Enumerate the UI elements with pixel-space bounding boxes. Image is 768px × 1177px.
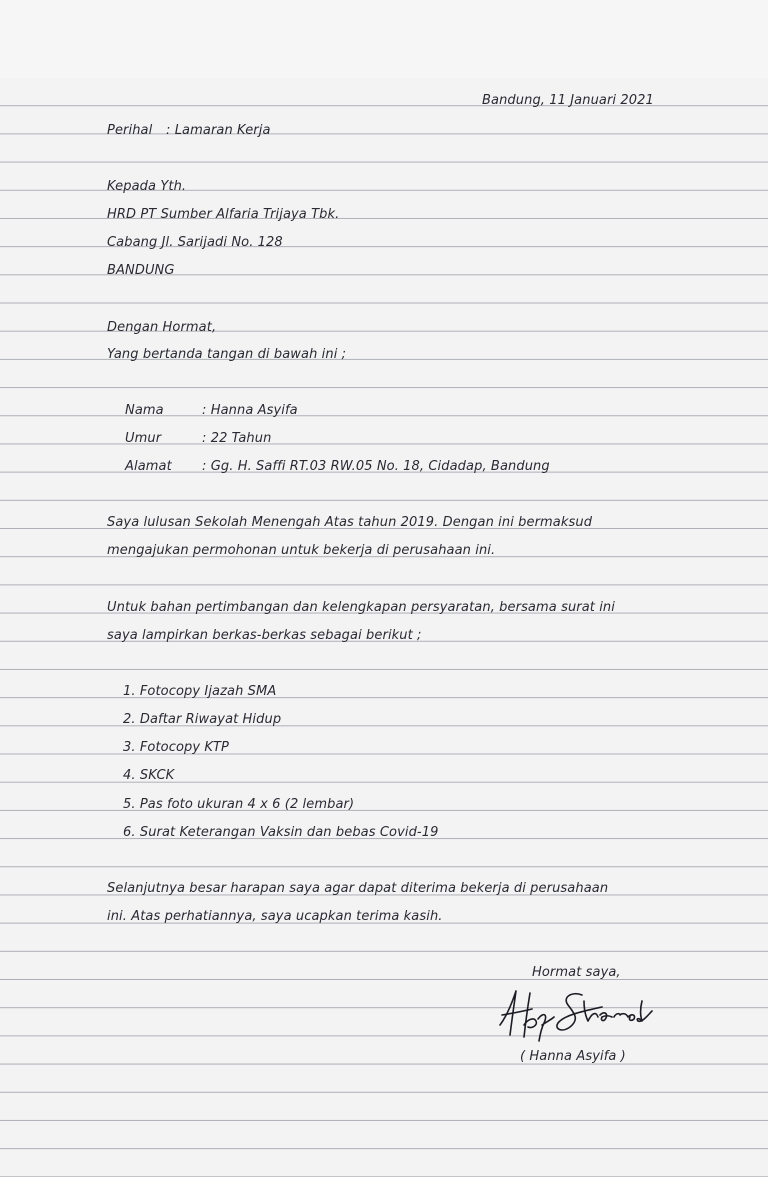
signer-name: ( Hanna Asyifa ) [520,1049,626,1064]
attachment-item: 1. Fotocopy Ijazah SMA [123,684,277,699]
paragraph-line: Saya lulusan Sekolah Menengah Atas tahun 2019. Dengan ini bermaksud [107,515,593,530]
identity-label: Alamat [125,459,172,474]
paper-top-margin [0,0,768,78]
attachment-item: 2. Daftar Riwayat Hidup [123,712,282,727]
identity-label: Umur [125,431,162,446]
identity-value: : Gg. H. Saffi RT.03 RW.05 No. 18, Cidadap, Bandung [202,459,550,474]
handwritten-signature [492,985,662,1045]
recipient-line: BANDUNG [107,263,175,278]
recipient-line: HRD PT Sumber Alfaria Trijaya Tbk. [107,207,340,222]
attachment-item: 3. Fotocopy KTP [123,740,230,755]
intro: Yang bertanda tangan di bawah ini ; [107,347,347,362]
paragraph-line: ini. Atas perhatiannya, saya ucapkan terima kasih. [107,909,443,924]
paragraph-line: saya lampirkan berkas-berkas sebagai berikut ; [107,628,422,643]
identity-value: : Hanna Asyifa [202,403,298,418]
subject-label: Perihal [107,123,153,138]
attachment-item: 4. SKCK [123,768,175,783]
paragraph-line: Selanjutnya besar harapan saya agar dapat diterima bekerja di perusahaan [107,881,609,896]
sign-off: Hormat saya, [532,965,621,980]
attachment-item: 6. Surat Keterangan Vaksin dan bebas Covid-19 [123,825,439,840]
paragraph-line: mengajukan permohonan untuk bekerja di perusahaan ini. [107,543,496,558]
subject-value: : Lamaran Kerja [166,123,271,138]
identity-value: : 22 Tahun [202,431,272,446]
recipient-line: Cabang Jl. Sarijadi No. 128 [107,235,283,250]
attachment-item: 5. Pas foto ukuran 4 x 6 (2 lembar) [123,797,355,812]
place-date: Bandung, 11 Januari 2021 [482,93,654,108]
identity-label: Nama [125,403,164,418]
recipient-line: Kepada Yth. [107,179,187,194]
greeting: Dengan Hormat, [107,320,217,335]
paragraph-line: Untuk bahan pertimbangan dan kelengkapan persyaratan, bersama surat ini [107,600,615,615]
